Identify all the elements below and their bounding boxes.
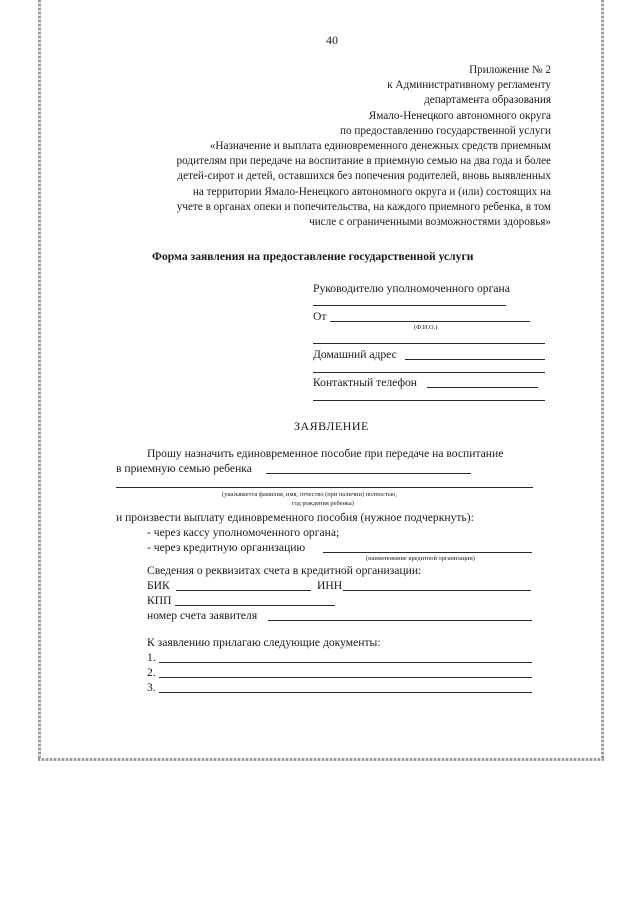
kpp-field[interactable] bbox=[175, 605, 335, 606]
attachment-number: 1. bbox=[147, 651, 156, 664]
appendix-header bbox=[177, 63, 551, 230]
option-credit[interactable]: - через кредитную организацию bbox=[147, 541, 306, 554]
page-border-bottom bbox=[38, 758, 604, 761]
appendix-line: учете в органах опеки и попечительства, на каждого приемного ребенка, в том bbox=[176, 200, 551, 213]
appendix-line: департамента образования bbox=[424, 94, 551, 107]
account-label: номер счета заявителя bbox=[147, 609, 258, 622]
request-text-cont: в приемную семью ребенка bbox=[116, 462, 252, 475]
appendix-line: детей-сирот и детей, оставшихся без попечения родителей, вновь выявленных bbox=[177, 170, 551, 183]
kpp-label: КПП bbox=[147, 594, 172, 607]
payment-method-text: и произвести выплату единовременного пособия (нужное подчеркнуть): bbox=[116, 511, 474, 524]
addressee-to: Руководителю уполномоченного органа bbox=[313, 282, 510, 295]
page-border-right bbox=[601, 0, 604, 761]
appendix-line: родителям при передаче на воспитание в приемную семью на два года и более bbox=[176, 155, 551, 168]
bik-label: БИК bbox=[147, 579, 170, 592]
attachment-field-1[interactable] bbox=[159, 662, 532, 663]
attachment-number: 3. bbox=[147, 681, 156, 694]
appendix-line: «Назначение и выплата единовременного денежных средств приемным bbox=[209, 140, 551, 153]
credit-org-field[interactable] bbox=[323, 552, 532, 553]
credit-org-caption: (наименование кредитной организации) bbox=[366, 555, 475, 562]
page-number: 40 bbox=[326, 33, 338, 47]
inn-field[interactable] bbox=[343, 590, 531, 591]
appendix-line: Приложение № 2 bbox=[469, 64, 551, 76]
inn-label: ИНН bbox=[317, 579, 343, 592]
home-address-field[interactable] bbox=[405, 359, 545, 360]
appendix-line: числе с ограниченными возможностями здоровья» bbox=[309, 216, 551, 229]
fio-caption: (Ф.И.О.) bbox=[414, 324, 438, 331]
option-cash[interactable]: - через кассу уполномоченного органа; bbox=[147, 526, 340, 539]
attachments-intro: К заявлению прилагаю следующие документы: bbox=[147, 636, 381, 649]
fio-field[interactable] bbox=[330, 321, 530, 322]
attachment-field-3[interactable] bbox=[159, 692, 532, 693]
appendix-line: на территории Ямало-Ненецкого автономного округа и (или) состоящих на bbox=[192, 185, 551, 198]
child-name-field[interactable] bbox=[266, 473, 471, 474]
appendix-line: Ямало-Ненецкого автономного округа bbox=[368, 109, 551, 122]
appendix-line: по предоставлению государственной услуги bbox=[340, 124, 551, 137]
account-details-heading: Сведения о реквизитах счета в кредитной организации: bbox=[147, 564, 422, 577]
statement-heading: ЗАЯВЛЕНИЕ bbox=[294, 419, 369, 433]
page-border-left bbox=[38, 0, 41, 761]
form-title: Форма заявления на предоставление государственной услуги bbox=[152, 250, 474, 263]
home-address-label: Домашний адрес bbox=[313, 348, 397, 361]
phone-field[interactable] bbox=[427, 387, 538, 388]
account-field[interactable] bbox=[268, 620, 532, 621]
child-name-field-line2[interactable] bbox=[116, 487, 533, 488]
organ-name-field[interactable] bbox=[313, 305, 506, 306]
child-caption-cont: год рождения ребенка) bbox=[292, 500, 354, 507]
phone-field-line2[interactable] bbox=[313, 400, 545, 401]
home-address-field-line2[interactable] bbox=[313, 372, 545, 373]
appendix-line: к Административному регламенту bbox=[387, 79, 551, 92]
attachment-field-2[interactable] bbox=[159, 677, 532, 678]
bik-field[interactable] bbox=[176, 590, 311, 591]
child-caption: (указывается фамилия, имя, отчество (при наличии) полностью, bbox=[222, 491, 398, 498]
fio-field-line2[interactable] bbox=[313, 343, 545, 344]
attachment-number: 2. bbox=[147, 666, 156, 679]
phone-label: Контактный телефон bbox=[313, 376, 417, 389]
from-label: От bbox=[313, 310, 327, 323]
request-text: Прошу назначить единовременное пособие при передаче на воспитание bbox=[147, 447, 504, 460]
